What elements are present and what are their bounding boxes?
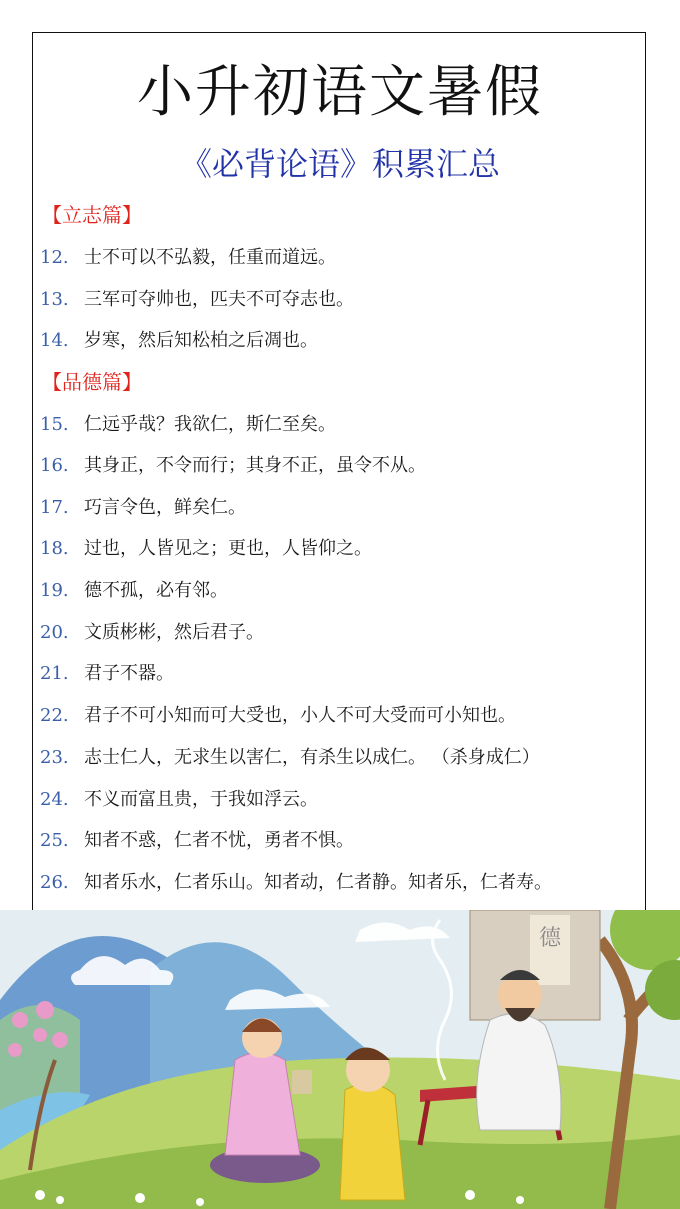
item-text: 德不孤，必有邻。: [84, 580, 228, 601]
item-number: 22.: [40, 705, 69, 726]
page-subtitle: 《必背论语》积累汇总: [179, 145, 500, 183]
list-item: [40, 744, 540, 772]
item-number: 17.: [40, 497, 69, 518]
list-item: [40, 660, 174, 688]
item-text: 知者乐水，仁者乐山。知者动，仁者静。知者乐，仁者寿。: [84, 872, 552, 893]
section-heading-pinde: 【品德篇】: [42, 370, 142, 394]
item-text: 志士仁人，无求生以害仁，有杀生以成仁。 （杀身成仁）: [84, 747, 540, 768]
item-number: 16.: [40, 455, 69, 476]
list-item: [40, 535, 372, 563]
item-text: 君子不可小知而可大受也，小人不可大受而可小知也。: [84, 705, 516, 726]
item-number: 26.: [40, 872, 69, 893]
scroll-character: 德: [538, 926, 562, 951]
item-number: 12.: [40, 247, 69, 268]
item-number: 15.: [40, 414, 69, 435]
item-text: 其身正，不令而行；其身不正，虽令不从。: [84, 455, 426, 476]
list-item: [40, 494, 246, 522]
item-text: 君子不器。: [84, 663, 174, 684]
item-text: 三军可夺帅也，匹夫不可夺志也。: [84, 289, 354, 310]
list-item: [40, 869, 552, 897]
list-item: [40, 619, 264, 647]
item-text: 岁寒，然后知松柏之后凋也。: [84, 330, 318, 351]
list-item: [40, 577, 228, 605]
item-text: 知者不惑，仁者不忧，勇者不惧。: [84, 830, 354, 851]
item-text: 巧言令色，鲜矣仁。: [84, 497, 246, 518]
list-item: [40, 702, 516, 730]
list-item: [40, 452, 426, 480]
item-number: 21.: [40, 663, 69, 684]
item-text: 过也，人皆见之；更也，人皆仰之。: [84, 538, 372, 559]
item-number: 24.: [40, 789, 69, 810]
item-text: 仁远乎哉？我欲仁，斯仁至矣。: [84, 414, 336, 435]
item-number: 18.: [40, 538, 69, 559]
page-title: 小升初语文暑假: [137, 60, 543, 125]
list-item: [40, 827, 354, 855]
section-heading-lizhi: 【立志篇】: [42, 203, 142, 227]
item-number: 19.: [40, 580, 69, 601]
list-item: [40, 244, 336, 272]
list-item: [40, 786, 318, 814]
item-number: 14.: [40, 330, 69, 351]
item-text: 士不可以不弘毅，任重而道远。: [84, 247, 336, 268]
list-item: [40, 286, 354, 314]
list-item: [40, 327, 318, 355]
item-number: 20.: [40, 622, 69, 643]
item-text: 不义而富且贵，于我如浮云。: [84, 789, 318, 810]
item-number: 13.: [40, 289, 69, 310]
item-number: 25.: [40, 830, 69, 851]
list-item: [40, 411, 336, 439]
item-text: 文质彬彬，然后君子。: [84, 622, 264, 643]
confucius-teaching-illustration: [0, 910, 680, 1209]
item-number: 23.: [40, 747, 69, 768]
